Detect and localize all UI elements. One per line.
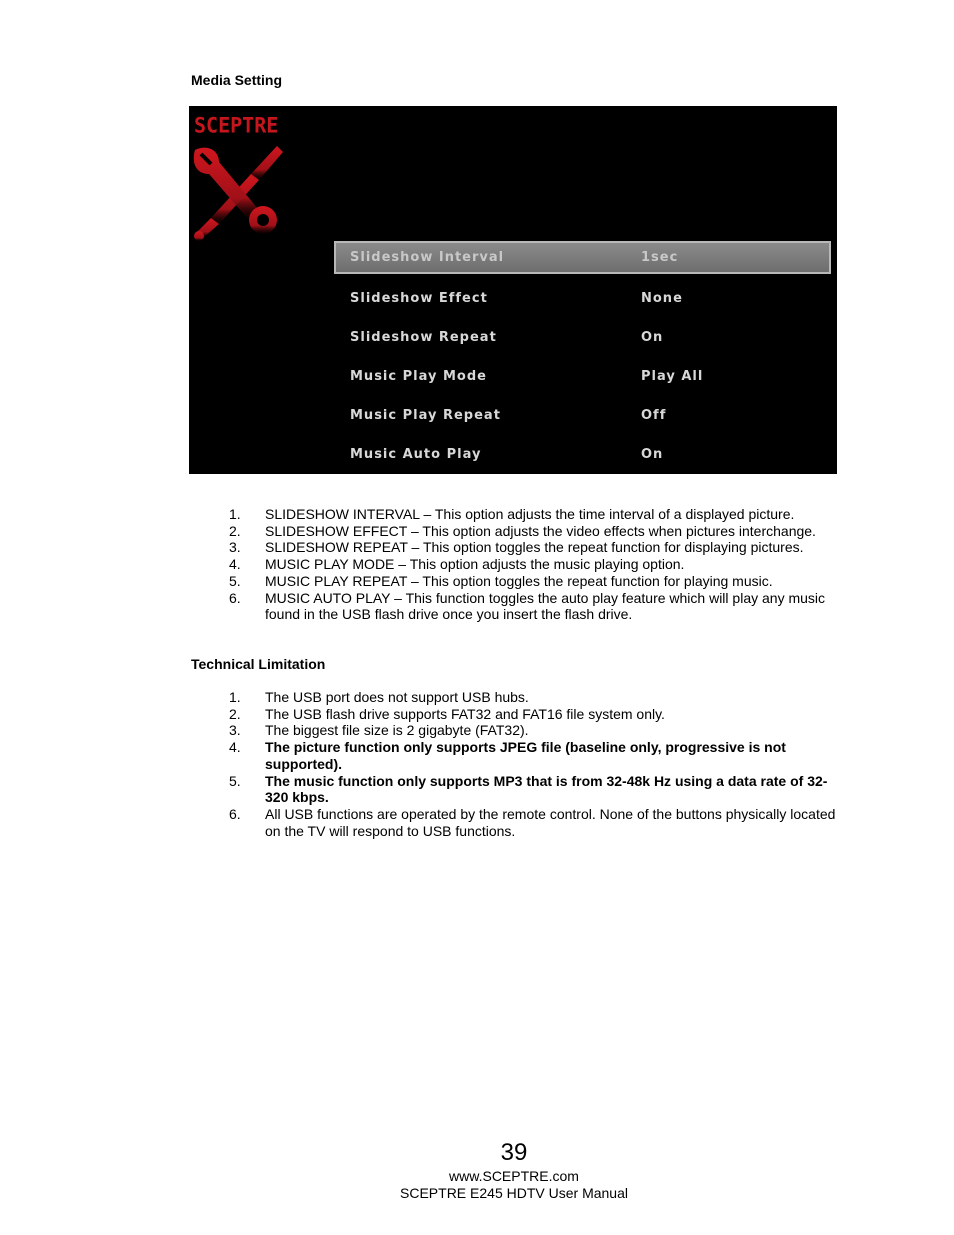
list-item: 3. The biggest file size is 2 gigabyte (FAT32).: [229, 722, 529, 739]
list-item: 1. SLIDESHOW INTERVAL – This option adjusts the time interval of a displayed picture.: [229, 506, 795, 522]
list-item: 2. The USB flash drive supports FAT32 and FAT16 file system only.: [229, 705, 665, 722]
list-item: 5. The music function only supports MP3 that is from 32-48k Hz using a data rate of 32-320 kbps.: [229, 772, 828, 806]
menu-item-value: On: [641, 447, 664, 462]
menu-item-label: Slideshow Interval: [350, 250, 505, 265]
media-setting-heading: Media Setting: [191, 72, 283, 88]
menu-item-value: None: [641, 291, 683, 306]
menu-item-value: 1sec: [641, 250, 679, 265]
menu-item-label: Music Play Repeat: [350, 408, 501, 423]
page-number: 39: [500, 1139, 528, 1166]
menu-item-label: Slideshow Effect: [350, 291, 488, 306]
list-item: 1. The USB port does not support USB hubs.: [229, 689, 529, 705]
list-item: 5. MUSIC PLAY REPEAT – This option toggles the repeat function for playing music.: [229, 572, 773, 589]
media-setting-menu: [334, 241, 831, 474]
wrench-screwdriver-icon: [189, 140, 289, 270]
media-options-list: [229, 506, 849, 623]
menu-item-label: Music Play Mode: [350, 369, 487, 384]
list-item: 3. SLIDESHOW REPEAT – This option toggles the repeat function for displaying pictures.: [229, 539, 804, 556]
list-item: 4. The picture function only supports JPEG file (baseline only, progressive is not supported).: [229, 739, 786, 772]
sceptre-logo: SCEPTRE: [194, 112, 279, 138]
list-item: 6. All USB functions are operated by the remote control. None of the buttons physically located on the TV will respond to USB functions.: [229, 805, 836, 839]
footer-manual-title: SCEPTRE E245 HDTV User Manual: [400, 1185, 628, 1201]
menu-item-music-play-repeat[interactable]: [334, 397, 831, 436]
technical-limitation-list: [229, 689, 849, 839]
list-item: 2. SLIDESHOW EFFECT – This option adjusts the video effects when pictures interchange.: [229, 522, 816, 539]
menu-item-music-auto-play[interactable]: [334, 436, 831, 474]
menu-item-label: Music Auto Play: [350, 447, 482, 462]
menu-item-music-play-mode[interactable]: [334, 358, 831, 397]
list-item: 4. MUSIC PLAY MODE – This option adjusts the music playing option.: [229, 556, 685, 573]
footer-website: www.SCEPTRE.com: [449, 1168, 579, 1184]
list-item: 6. MUSIC AUTO PLAY – This function toggles the auto play feature which will play any music found in the USB flash drive once you insert the flash drive.: [229, 589, 826, 623]
tv-menu-screenshot: [189, 106, 837, 474]
menu-item-slideshow-effect[interactable]: [334, 280, 831, 319]
menu-item-value: On: [641, 330, 664, 345]
menu-item-value: Play All: [641, 369, 704, 384]
menu-item-label: Slideshow Repeat: [350, 330, 497, 345]
menu-item-value: Off: [641, 408, 667, 423]
technical-limitation-heading: Technical Limitation: [191, 656, 326, 672]
menu-item-slideshow-interval[interactable]: [334, 241, 831, 274]
menu-item-slideshow-repeat[interactable]: [334, 319, 831, 358]
